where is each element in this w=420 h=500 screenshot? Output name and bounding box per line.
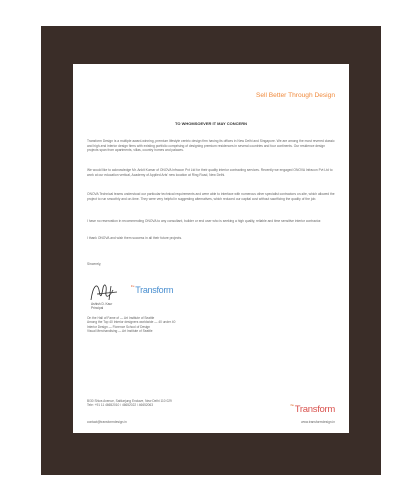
logo-prefix: the [290,403,294,407]
letter-closing: Sincerely, [87,262,102,266]
paragraph-acknowledgement: We would like to acknowledge Mr. Ankit Kumar of ONOVA Infracon Pvt Ltd for their quality interior contracting services. Recently we engaged ONOVA Infracon Pvt Ltd to work at our education vertical, Academy of Applied Arts' new location at Ring Road, New Delhi. [87,168,333,177]
signatory-title: Principal [91,306,104,310]
paragraph-thanks: I thank ONOVA and wish them success in all their future projects. [87,236,183,240]
transform-logo-footer [290,403,335,415]
award-item: Visual Merchandising — Art Institute of Seattle [87,328,153,333]
transform-logo-inline [131,284,173,295]
signatory [91,302,112,310]
awards-list [87,316,175,333]
footer-website: www.transformdesign.in [301,420,335,424]
footer-email: contact@transformdesign.in [87,420,127,424]
phone-line: Tele: +91 11 46652010 / 46652022 / 46652063 [87,403,153,408]
letter-heading: TO WHOMSOEVER IT MAY CONCERN [175,121,247,126]
award-item: Among the Top 40 Interior designers worldwide — 40 under 40 [87,320,176,325]
logo-wordmark: Transform [294,404,335,415]
award-item: On the Hall of Fame of — Art Institute of Seattle [87,316,155,320]
paragraph-recommendation: I have no reservation in recommending ONOVA to any consultant, builder or end user who is seeking a high quality, reliable and time sensitive interior contractor. [87,219,322,223]
paragraph-intro: Transform Design is a multiple award-winning, premium lifestyle centric design firm having its offices in New Delhi and Singapore. We are among the most revered classic and high-end interior design firms with existing portfolio comprising of designing premium residences in several countries and four continents. Our residence design projects span from apartments, villas, country homes and palaces. [87,139,335,153]
award-item: Interior Design — Florence School of Design [87,324,151,329]
address-line: B/30 Shiva Avenue, Safdarjung Enclave, New Delhi 110 029 [87,399,172,403]
signatory-name: Ashish D. Kaur [91,302,113,306]
footer-address [87,399,172,407]
logo-prefix: the [131,284,135,288]
paragraph-technical: ONOVA Technical teams understood our particular technical requirements and were able to interface with numerous other specialist contractors on-site, which allowed the project to run smoothly and on-time. They were very helpful in suggesting alternatives, which reduced our capital cost without sacrificing the quality of the job. [87,192,335,201]
letterhead-tagline: Sell Better Through Design [255,92,335,99]
signature-image [87,280,137,304]
letter-document [73,64,349,433]
logo-wordmark: Transform [135,285,174,295]
